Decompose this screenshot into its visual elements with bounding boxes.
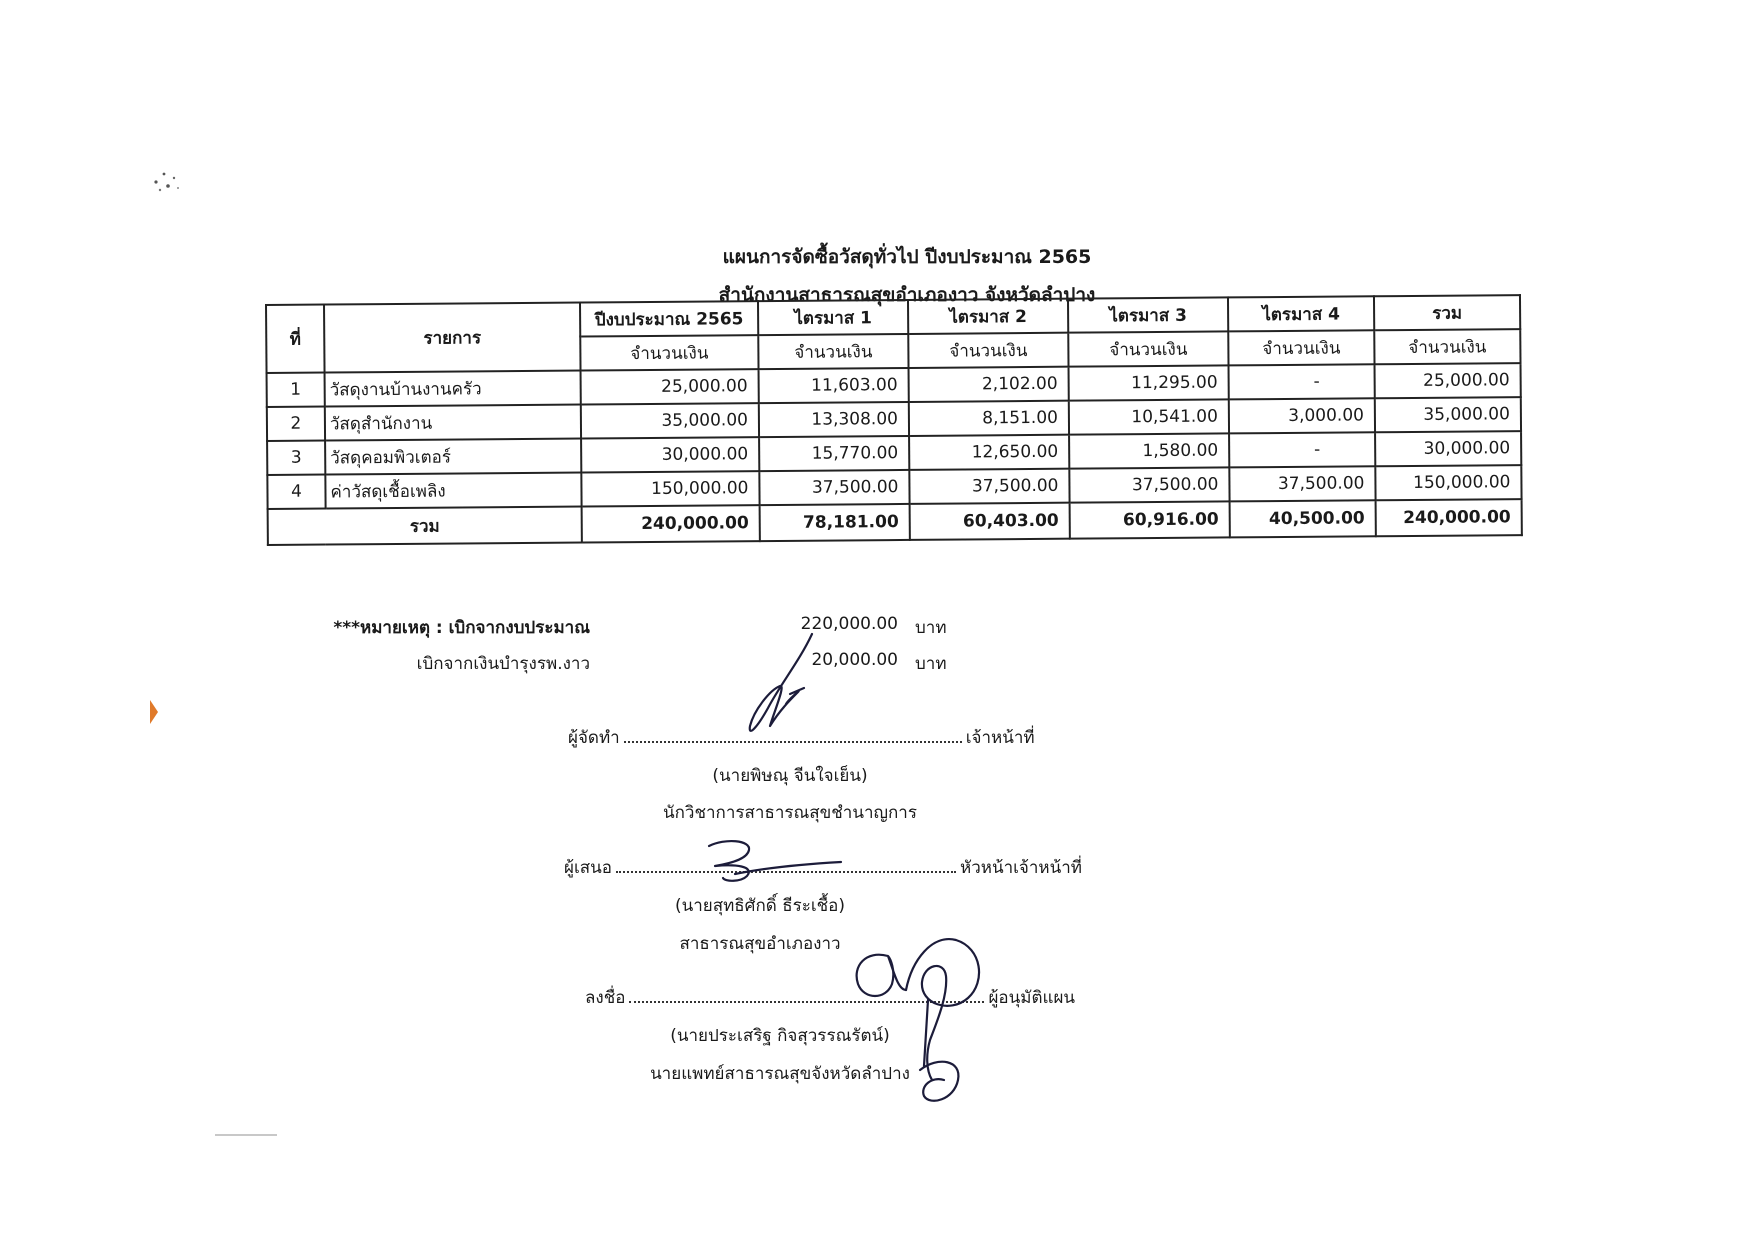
scan-line bbox=[215, 1134, 277, 1136]
header-q4: ไตรมาส 4 bbox=[1228, 296, 1374, 331]
row-q4: - bbox=[1229, 364, 1375, 399]
note-maintenance-unit: บาท bbox=[915, 654, 947, 674]
document-subtitle: สำนักงานสาธารณสุขอำเภองาว จังหวัดลำปาง bbox=[718, 284, 1096, 306]
row-total: 35,000.00 bbox=[1375, 397, 1521, 432]
row-item: ค่าวัสดุเชื้อเพลิง bbox=[325, 473, 581, 509]
row-q2: 37,500.00 bbox=[909, 469, 1069, 504]
proposer-prefix: ผู้เสนอ bbox=[564, 858, 612, 878]
preparer-position: นักวิชาการสาธารณสุขชำนาญการ bbox=[663, 803, 917, 823]
row-q2: 8,151.00 bbox=[909, 401, 1069, 436]
approver-sign-line bbox=[585, 984, 1075, 1011]
note-budget-amount: 220,000.00 bbox=[800, 614, 898, 634]
note-maintenance-label: เบิกจากเงินบำรุงรพ.งาว bbox=[416, 654, 590, 674]
row-q1: 11,603.00 bbox=[759, 368, 909, 403]
subheader-amount: จำนวนเงิน bbox=[908, 333, 1068, 368]
edge-mark bbox=[150, 700, 158, 724]
subheader-amount: จำนวนเงิน bbox=[758, 334, 908, 369]
total-q4: 40,500.00 bbox=[1230, 500, 1376, 537]
header-q3: ไตรมาส 3 bbox=[1068, 297, 1228, 332]
approver-role: ผู้อนุมัติแผน bbox=[988, 988, 1076, 1008]
preparer-signature bbox=[740, 630, 830, 740]
subheader-amount: จำนวนเงิน bbox=[580, 335, 758, 370]
subheader-amount: จำนวนเงิน bbox=[1228, 330, 1374, 365]
row-budget: 30,000.00 bbox=[581, 437, 759, 472]
note-budget-unit: บาท bbox=[915, 618, 947, 638]
row-q3: 11,295.00 bbox=[1069, 365, 1229, 400]
row-no: 2 bbox=[267, 407, 325, 441]
row-total: 25,000.00 bbox=[1375, 363, 1521, 398]
total-q3: 60,916.00 bbox=[1070, 501, 1230, 538]
row-total: 30,000.00 bbox=[1375, 431, 1521, 466]
preparer-prefix: ผู้จัดทำ bbox=[568, 728, 620, 748]
row-q1: 37,500.00 bbox=[759, 470, 909, 505]
header-q2: ไตรมาส 2 bbox=[908, 299, 1068, 334]
row-q3: 10,541.00 bbox=[1069, 399, 1229, 434]
row-q1: 13,308.00 bbox=[759, 402, 909, 437]
row-q1: 15,770.00 bbox=[759, 436, 909, 471]
proposer-signature bbox=[705, 836, 845, 886]
approver-prefix: ลงชื่อ bbox=[585, 988, 626, 1008]
approver-name: (นายประเสริฐ กิจสุวรรณรัตน์) bbox=[670, 1026, 890, 1046]
subheader-amount: จำนวนเงิน bbox=[1068, 331, 1228, 366]
row-q4: - bbox=[1229, 432, 1375, 467]
row-budget: 25,000.00 bbox=[581, 369, 759, 404]
procurement-plan-table bbox=[265, 294, 1523, 546]
proposer-role: หัวหน้าเจ้าหน้าที่ bbox=[959, 858, 1083, 878]
total-q1: 78,181.00 bbox=[760, 504, 910, 541]
row-q2: 2,102.00 bbox=[909, 367, 1069, 402]
row-no: 4 bbox=[267, 475, 325, 509]
proposer-position: สาธารณสุขอำเภองาว bbox=[679, 934, 841, 954]
header-budget: ปีงบประมาณ 2565 bbox=[580, 301, 758, 336]
row-item: วัสดุงานบ้านงานครัว bbox=[325, 371, 581, 407]
document-title: แผนการจัดซื้อวัสดุทั่วไป ปีงบประมาณ 2565 bbox=[722, 246, 1092, 268]
total-q2: 60,403.00 bbox=[910, 503, 1070, 540]
row-q3: 37,500.00 bbox=[1069, 467, 1229, 502]
note-budget-label: ***หมายเหตุ : เบิกจากงบประมาณ bbox=[333, 618, 590, 638]
preparer-role: เจ้าหน้าที่ bbox=[965, 728, 1035, 748]
total-label: รวม bbox=[268, 507, 582, 545]
row-item: วัสดุคอมพิวเตอร์ bbox=[325, 439, 581, 475]
row-budget: 150,000.00 bbox=[581, 471, 759, 506]
row-budget: 35,000.00 bbox=[581, 403, 759, 438]
row-q2: 12,650.00 bbox=[909, 435, 1069, 470]
header-q1: ไตรมาส 1 bbox=[758, 300, 908, 335]
header-item: รายการ bbox=[324, 303, 581, 373]
row-q4: 3,000.00 bbox=[1229, 398, 1375, 433]
row-q3: 1,580.00 bbox=[1069, 433, 1229, 468]
row-no: 3 bbox=[267, 441, 325, 475]
subheader-amount: จำนวนเงิน bbox=[1374, 329, 1520, 364]
scan-specks bbox=[150, 168, 190, 198]
row-q4: 37,500.00 bbox=[1229, 466, 1375, 501]
row-total: 150,000.00 bbox=[1375, 465, 1521, 500]
proposer-name: (นายสุทธิศักดิ์ ธีระเชื้อ) bbox=[674, 896, 846, 916]
row-no: 1 bbox=[267, 373, 325, 407]
header-no: ที่ bbox=[266, 305, 325, 373]
approver-position: นายแพทย์สาธารณสุขจังหวัดลำปาง bbox=[650, 1064, 910, 1084]
header-total: รวม bbox=[1374, 295, 1520, 330]
note-maintenance-amount: 20,000.00 bbox=[811, 650, 898, 670]
total-budget: 240,000.00 bbox=[582, 505, 760, 542]
approver-signature bbox=[840, 920, 1000, 1120]
row-item: วัสดุสำนักงาน bbox=[325, 405, 581, 441]
preparer-name: (นายพิษณุ จีนใจเย็น) bbox=[712, 766, 868, 786]
total-total: 240,000.00 bbox=[1376, 499, 1522, 536]
